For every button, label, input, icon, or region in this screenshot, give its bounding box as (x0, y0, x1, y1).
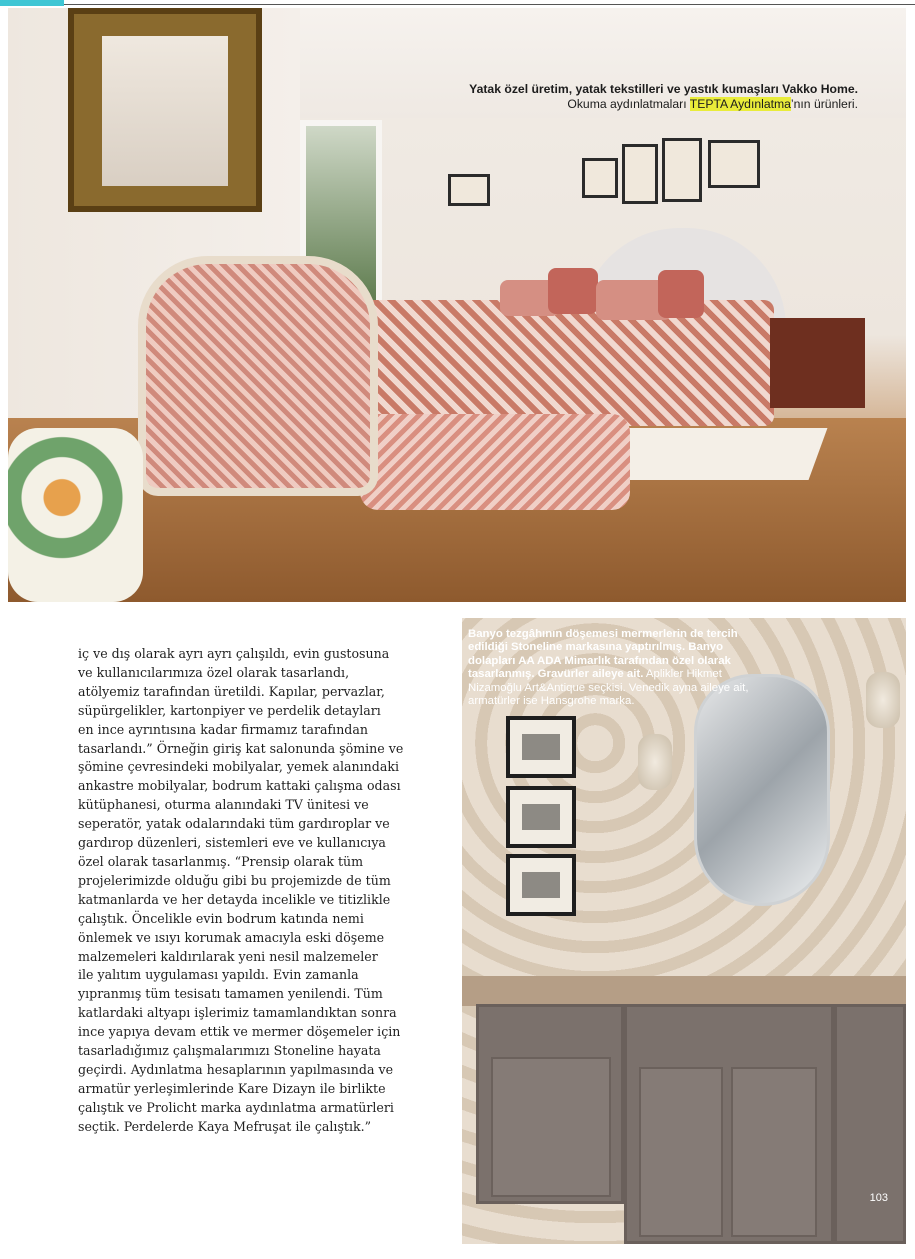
bed (360, 300, 774, 426)
caption-bold: Yatak özel üretim, yatak tekstilleri ve yastık kumaşları Vakko Home. (469, 82, 858, 96)
pillow (548, 268, 598, 314)
section-tab (0, 0, 64, 6)
caption-regular: Aplikler Hikmet Nizamoğlu Art&Antique seçkisi. Venedik ayna aileye ait, armatürler ise Hansgrohe marka. (468, 668, 749, 708)
body-paragraph: iç ve dış olarak ayrı ayrı çalışıldı, evin gustosuna ve kullanıcılarımıza özel olarak tasarlandı, atölyemiz tarafından üretildi. Kapılar, pervazlar, süpürgelikler, kartonpiyer ve perdelik detayları en ince ayrıntısına kadar firmamız tarafından tasarlandı.” Örneğin giriş kat salonunda şömine ve şömine çevresindeki mobilyalar, yemek alanındaki ankastre mobilyalar, bodrum kattaki çalışma odası kütüphanesi, oturma alanındaki TV ünitesi ve seperatör, yatak odalarındaki tüm gardıroplar ve gardırop düzenleri, sistemleri eve ve kullanıcıya özel olarak tasarlanmış. “Prensip olarak tüm projelerimizde olduğu gibi bu projemizde de tüm katmanlarda ve her detayda incelikle ve titizlikle çalıştık. Öncelikle evin bodrum katında nemi önlemek ve ısıyı korumak amacıyla eski döşeme malzemeleri kaldırılarak yeni nesil malzemeler ile yalıtım uygulaması yapıldı. Evin zamanla yıpranmış tüm tesisatı tamamen yenilendi. Tüm katlardaki altyapı işlerimiz tamamlandıktan sonra ince yapıya devam ettik ve mermer döşemeler için tasarladığımız çalışmalarımızı Stoneline hayata geçirdi. Aydınlatma hesaplarının yapılmasında ve armatür yerleşimlerinde Kare Dizayn ile birlikte çalıştık ve Prolicht marka aydınlatma armatürleri seçtik. Perdelerde Kaya Mefruşat ile çalıştık.” (78, 646, 404, 1134)
marble-countertop (462, 976, 906, 1006)
framed-print (448, 174, 490, 206)
framed-engraving (506, 854, 576, 916)
gilded-mirror (68, 8, 262, 212)
caption-bold: Banyo tezgâhının döşemesi mermerlerin de tercih edildiği Stoneline markasına yaptırılmış. Banyo dolapları AA ADA Mimarlık tarafından özel olarak tasarlanmış. Gravürler aileye ait. (468, 628, 738, 681)
framed-print (662, 138, 702, 202)
caption-highlight: TEPTA Aydınlatma (689, 97, 791, 111)
vanity-cabinet (476, 1004, 624, 1204)
framed-print (582, 158, 618, 198)
framed-engraving (506, 716, 576, 778)
header-line (64, 4, 915, 5)
framed-engraving (506, 786, 576, 848)
framed-print (622, 144, 658, 204)
caption-prefix: Okuma aydınlatmaları (567, 97, 690, 111)
page-number: 103 (869, 1192, 888, 1204)
wall-sconce (866, 672, 900, 728)
bathroom-caption (468, 628, 758, 708)
bathroom-photo (462, 618, 906, 1244)
caption-suffix: ’nın ürünleri. (790, 97, 858, 111)
armchair (138, 256, 378, 496)
bedroom-photo (8, 8, 906, 602)
top-rule (0, 0, 915, 6)
framed-print (708, 140, 760, 188)
article-body (78, 645, 434, 1137)
vanity-cabinet (624, 1004, 834, 1244)
nightstand (770, 318, 865, 408)
wall-sconce (638, 734, 672, 790)
vanity-cabinet (834, 1004, 906, 1244)
bench-ottoman (360, 414, 630, 510)
ceramic-garden-stool (8, 428, 143, 602)
bedroom-caption (469, 82, 858, 112)
pillow (658, 270, 704, 318)
venetian-mirror (694, 674, 830, 906)
